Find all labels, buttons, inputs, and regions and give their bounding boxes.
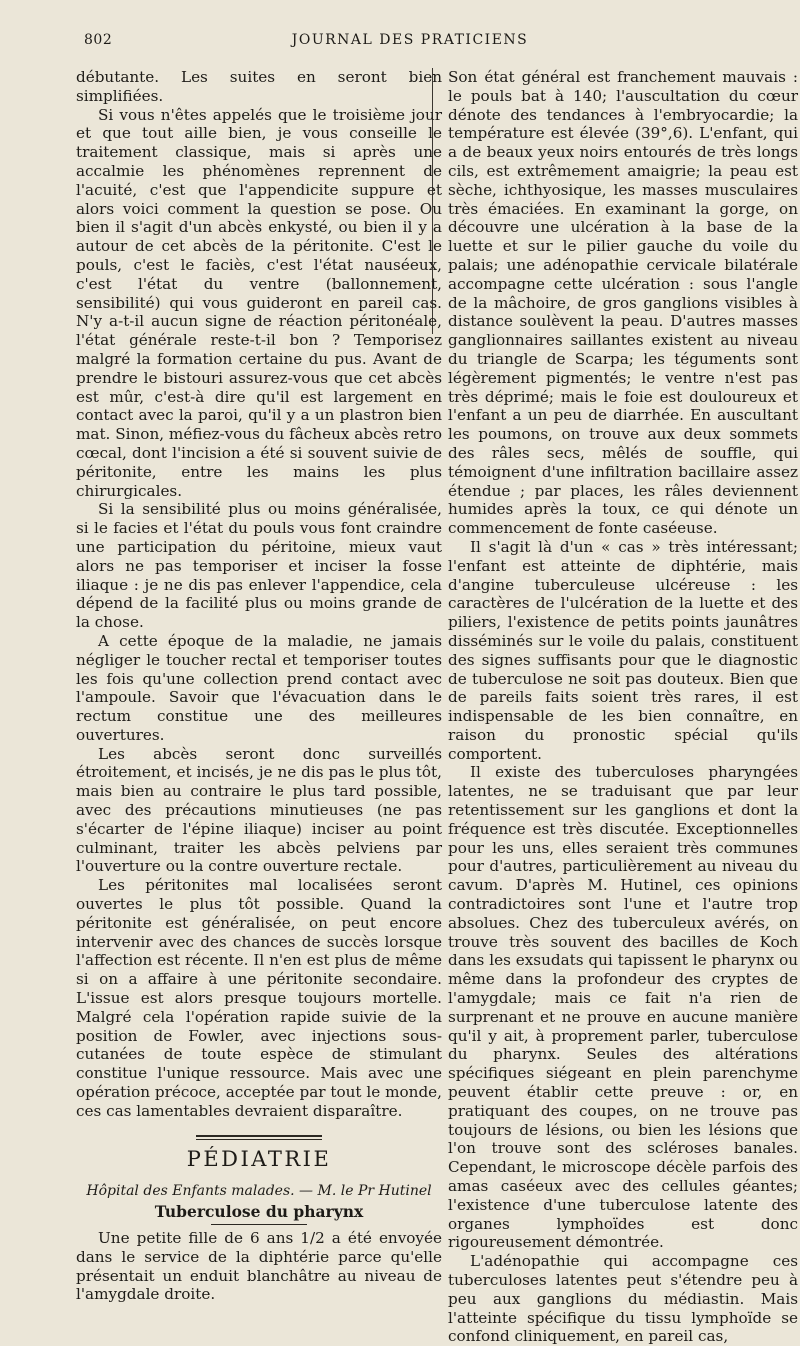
lecture-title: Tuberculose du pharynx: [154, 1202, 364, 1222]
paragraph: A cette époque de la maladie, ne jamais négliger le toucher rectal et temporiser toutes les fois qu'une collection prend contact avec l'ampoule. Savoir que l'évacuation dans le rectum constitue une des meilleures ouvertures.: [76, 631, 442, 744]
paragraph: Il s'agit là d'un « cas » très intéressant; l'enfant est atteinte de diphtérie, mais d'angine tuberculeuse ulcéreuse : les caractères de l'ulcération de la luette et des piliers, l'existence de petits points jaunâtres disséminés sur le voile du palais, constituent des signes suffisants pour que le diagnostic de tuberculose ne soit pas douteux. Bien que de pareils faits soient très rares, il est indispensable de les bien connaître, en raison du pronostic spécial qu'ils comportent.: [448, 537, 798, 763]
paragraph: Si vous n'êtes appelés que le troisième jour et que tout aille bien, je vous conseille le traitement classique, mais si après une accalmie les phénomènes reprennent de l'acuité, c'est que l'appendicite suppure et alors voici comment la question se pose. Ou bien il s'agit d'un abcès enkysté, ou bien il y a autour de cet abcès de la péritonite. C'est le pouls, c'est le faciès, c'est l'état nauséeux, c'est l'état du ventre (ballonnement, sensibilité) qui vous guideront en pareil cas. N'y a-t-il aucun signe de réaction péritonéale, l'état générale reste-t-il bon ? Temporisez malgré la formation certaine du pus. Avant de prendre le bistouri assurez-vous que cet abcès est mûr, c'est-à dire qu'il est largement en contact avec la paroi, qu'il y a un plastron bien mat. Sinon, méfiez-vous du fâcheux abcès retro cœcal, dont l'incision a été si souvent suivie de péritonite, entre les mains les plus chirurgicales.: [76, 105, 442, 500]
paragraph: L'adénopathie qui accompagne ces tuberculoses latentes peut s'étendre peu à peu aux ganglions du médiastin. Mais l'atteinte spécifique du tissu lymphoïde se confond cliniquement, en pareil cas,: [448, 1252, 798, 1346]
paragraph: Il existe des tuberculoses pharyngées latentes, ne se traduisant que par leur retentissement sur les ganglions et dont la fréquence est très discutée. Exceptionnelles pour les uns, elles seraient très communes pour d'autres, particulièrement au niveau du cavum. D'après M. Hutinel, ces opinions contradictoires sont l'une et l'autre trop absolues. Chez des tuberculeux avérés, on trouve très souvent des bacilles de Koch dans les exsudats qui tapissent le pharynx ou même dans la profondeur des cryptes de l'amygdale; mais ce fait n'a rien de surprenant et ne prouve en aucune manière qu'il y ait, à proprement parler, tuberculose du pharynx. Seules des altérations spécifiques siégeant en plein parenchyme peuvent établir cette preuve : or, en pratiquant des coupes, on ne trouve pas toujours de lésions, ou bien les lésions que l'on trouve sont des scléroses banales. Cependant, le microscope décèle parfois des amas caséeux avec des cellules géantes; l'existence d'une tuberculose latente des organes lymphoïdes est donc rigoureusement démontrée.: [448, 763, 798, 1252]
paragraph: Une petite fille de 6 ans 1/2 a été envoyée dans le service de la diphtérie parce qu'elle présentait un enduit blanchâtre au niveau de l'amygdale droite.: [76, 1229, 442, 1304]
paragraph: Les abcès seront donc surveillés étroitement, et incisés, je ne dis pas le plus tôt, mais bien au contraire le plus tard possible, avec des précautions minutieuses (ne pas s'écarter de l'épine iliaque) inciser au point culminant, traiter les abcès pelviens par l'ouverture ou la contre ouverture rectale.: [76, 744, 442, 876]
section-rule: [196, 1135, 322, 1140]
paragraph: Si la sensibilité plus ou moins généralisée, si le facies et l'état du pouls vous font craindre une participation du péritoine, mieux vaut alors ne pas temporiser et inciser la fosse iliaque : je ne dis pas enlever l'appendice, cela dépend de la facilité plus ou moins grande de la chose.: [76, 500, 442, 632]
right-column: [448, 68, 798, 1346]
page-number: 802: [84, 32, 113, 48]
title-rule: [211, 1224, 307, 1225]
paragraph: Son état général est franchement mauvais : le pouls bat à 140; l'auscultation du cœur dénote des tendances à l'embryocardie; la température est élevée (39°,6). L'enfant, qui a de beaux yeux noirs entourés de très longs cils, est extrêmement amaigrie; la peau est sèche, ichthyosique, les masses musculaires très émaciées. En examinant la gorge, on découvre une ulcération à la base de la luette et sur le pilier gauche du voile du palais; une adénopathie cervicale bilatérale accompagne cette ulcération : sous l'angle de la mâchoire, de gros ganglions visibles à distance soulèvent la peau. D'autres masses ganglionnaires saillantes existent au niveau du triangle de Scarpa; les téguments sont légèrement pigmentés; le ventre n'est pas très déprimé; mais le foie est douloureux et l'enfant a un peu de diarrhée. En auscultant les poumons, on trouve aux deux sommets des râles secs, mêlés de souffle, qui témoignent d'une infiltration bacillaire assez étendue ; par places, les râles deviennent humides après la toux, ce qui dénote un commencement de fonte caséeuse.: [448, 68, 798, 538]
running-head: JOURNAL DES PRATICIENS: [291, 32, 529, 48]
section-title: PÉDIATRIE: [186, 1146, 332, 1171]
paragraph: débutante. Les suites en seront bien simplifiées.: [76, 68, 442, 105]
paragraph: Les péritonites mal localisées seront ouvertes le plus tôt possible. Quand la péritonite est généralisée, on peut encore intervenir avec des chances de succès lorsque l'affection est récente. Il n'en est plus de même si on a affaire à une péritonite secondaire. L'issue est alors presque toujours mortelle. Malgré cela l'opération rapide suivie de la position de Fowler, avec injections sous-cutanées de toute espèce de stimulant constitue l'unique ressource. Mais avec une opération précoce, acceptée par tout le monde, ces cas lamentables devraient disparaître.: [76, 876, 442, 1120]
left-column: [76, 68, 442, 1304]
section-subhead: Hôpital des Enfants malades. — M. le Pr Hutinel: [86, 1183, 432, 1200]
